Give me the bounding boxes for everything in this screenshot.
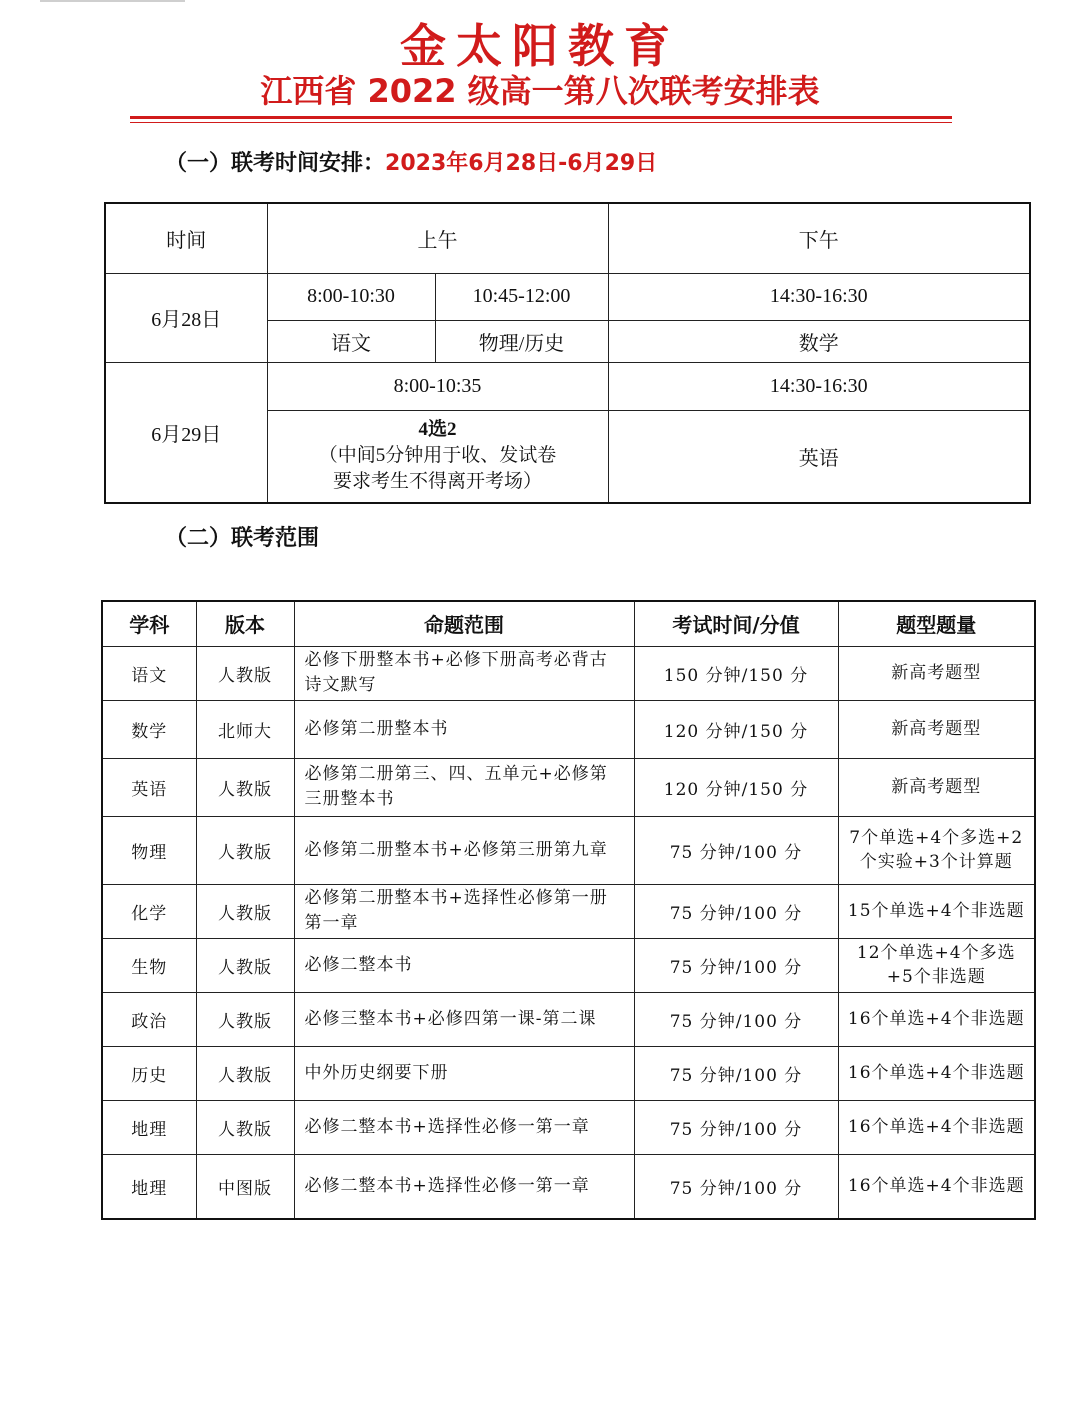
day1-am2-subject: 物理/历史	[435, 320, 608, 362]
cell-time-score: 75 分钟/100 分	[634, 884, 838, 938]
cell-time-score: 75 分钟/100 分	[634, 1046, 838, 1100]
day2-pm-time: 14:30-16:30	[608, 362, 1030, 410]
day2-am-cell	[267, 410, 608, 503]
cell-scope: 必修二整本书+选择性必修一第一章	[294, 1154, 634, 1219]
section-schedule-label: （一）联考时间安排：	[165, 151, 386, 176]
day1-pm-subject: 数学	[608, 320, 1030, 362]
day2-am-time: 8:00-10:35	[267, 362, 608, 410]
table-row	[102, 992, 1035, 1046]
cell-scope: 必修三整本书+必修四第一课-第二课	[294, 992, 634, 1046]
header-time: 时间	[105, 203, 267, 273]
cell-edition: 人教版	[196, 758, 294, 816]
cell-question-type: 16个单选+4个非选题	[838, 992, 1035, 1046]
cell-question-type: 15个单选+4个非选题	[838, 884, 1035, 938]
day2-time-row	[105, 362, 1030, 410]
col-header-subject: 学科	[102, 601, 196, 646]
cell-question-type: 16个单选+4个非选题	[838, 1154, 1035, 1219]
cell-subject: 化学	[102, 884, 196, 938]
cell-question-type: 16个单选+4个非选题	[838, 1046, 1035, 1100]
cell-edition: 中图版	[196, 1154, 294, 1219]
top-divider-mark	[40, 0, 185, 2]
cell-question-type: 新高考题型	[838, 758, 1035, 816]
col-header-scope: 命题范围	[294, 601, 634, 646]
page-title: 江西省 2022 级高一第八次联考安排表	[260, 72, 820, 110]
day2-am-note-line1: （中间5分钟用于收、发试卷	[318, 445, 557, 467]
table-row	[102, 1046, 1035, 1100]
cell-subject: 历史	[102, 1046, 196, 1100]
title-rule-thick	[130, 116, 952, 119]
cell-scope: 中外历史纲要下册	[294, 1046, 634, 1100]
cell-time-score: 75 分钟/100 分	[634, 1154, 838, 1219]
cell-subject: 政治	[102, 992, 196, 1046]
table-row	[102, 700, 1035, 758]
cell-edition: 人教版	[196, 884, 294, 938]
cell-scope: 必修第二册整本书+必修第三册第九章	[294, 816, 634, 884]
schedule-table	[104, 202, 1031, 504]
cell-question-type: 16个单选+4个非选题	[838, 1100, 1035, 1154]
table-row	[102, 758, 1035, 816]
cell-time-score: 75 分钟/100 分	[634, 992, 838, 1046]
cell-subject: 物理	[102, 816, 196, 884]
cell-subject: 语文	[102, 646, 196, 700]
day1-am1-time: 8:00-10:30	[267, 273, 435, 320]
cell-edition: 人教版	[196, 816, 294, 884]
col-header-time-score: 考试时间/分值	[634, 601, 838, 646]
cell-edition: 人教版	[196, 992, 294, 1046]
cell-edition: 人教版	[196, 1100, 294, 1154]
day1-time-row	[105, 273, 1030, 320]
day1-pm-time: 14:30-16:30	[608, 273, 1030, 320]
scope-table	[101, 600, 1036, 1220]
brand-name: 金太阳教育	[400, 19, 680, 73]
day1-am2-time: 10:45-12:00	[435, 273, 608, 320]
exam-date-range: 2023年6月28日-6月29日	[385, 151, 658, 176]
cell-subject: 英语	[102, 758, 196, 816]
cell-time-score: 150 分钟/150 分	[634, 646, 838, 700]
cell-scope: 必修二整本书	[294, 938, 634, 992]
title-rule-thin	[130, 122, 952, 123]
table-row	[102, 938, 1035, 992]
cell-subject: 数学	[102, 700, 196, 758]
cell-question-type: 新高考题型	[838, 700, 1035, 758]
day2-am-subject: 4选2	[418, 419, 457, 441]
cell-edition: 北师大	[196, 700, 294, 758]
cell-scope: 必修下册整本书+必修下册高考必背古诗文默写	[294, 646, 634, 700]
cell-scope: 必修第二册整本书+选择性必修第一册第一章	[294, 884, 634, 938]
schedule-header-row	[105, 203, 1030, 273]
cell-scope: 必修第二册第三、四、五单元+必修第三册整本书	[294, 758, 634, 816]
section-schedule-heading	[165, 146, 657, 177]
cell-edition: 人教版	[196, 646, 294, 700]
cell-question-type: 7个单选+4个多选+2个实验+3个计算题	[838, 816, 1035, 884]
day2-date: 6月29日	[105, 362, 267, 503]
cell-time-score: 75 分钟/100 分	[634, 1100, 838, 1154]
cell-edition: 人教版	[196, 1046, 294, 1100]
day2-pm-subject: 英语	[608, 410, 1030, 503]
table-row	[102, 816, 1035, 884]
cell-subject: 生物	[102, 938, 196, 992]
cell-edition: 人教版	[196, 938, 294, 992]
col-header-question-type: 题型题量	[838, 601, 1035, 646]
header-afternoon: 下午	[608, 203, 1030, 273]
table-row	[102, 884, 1035, 938]
cell-time-score: 120 分钟/150 分	[634, 700, 838, 758]
cell-subject: 地理	[102, 1154, 196, 1219]
table-row	[102, 1100, 1035, 1154]
cell-question-type: 12个单选+4个多选+5个非选题	[838, 938, 1035, 992]
cell-subject: 地理	[102, 1100, 196, 1154]
day1-am1-subject: 语文	[267, 320, 435, 362]
cell-scope: 必修二整本书+选择性必修一第一章	[294, 1100, 634, 1154]
cell-time-score: 75 分钟/100 分	[634, 938, 838, 992]
cell-time-score: 120 分钟/150 分	[634, 758, 838, 816]
cell-time-score: 75 分钟/100 分	[634, 816, 838, 884]
cell-question-type: 新高考题型	[838, 646, 1035, 700]
col-header-edition: 版本	[196, 601, 294, 646]
table-row	[102, 646, 1035, 700]
header-morning: 上午	[267, 203, 608, 273]
cell-scope: 必修第二册整本书	[294, 700, 634, 758]
table-row	[102, 1154, 1035, 1219]
scope-header-row	[102, 601, 1035, 646]
section-scope-heading: （二）联考范围	[165, 526, 320, 551]
day1-date: 6月28日	[105, 273, 267, 362]
day2-am-note-line2: 要求考生不得离开考场）	[332, 471, 542, 493]
